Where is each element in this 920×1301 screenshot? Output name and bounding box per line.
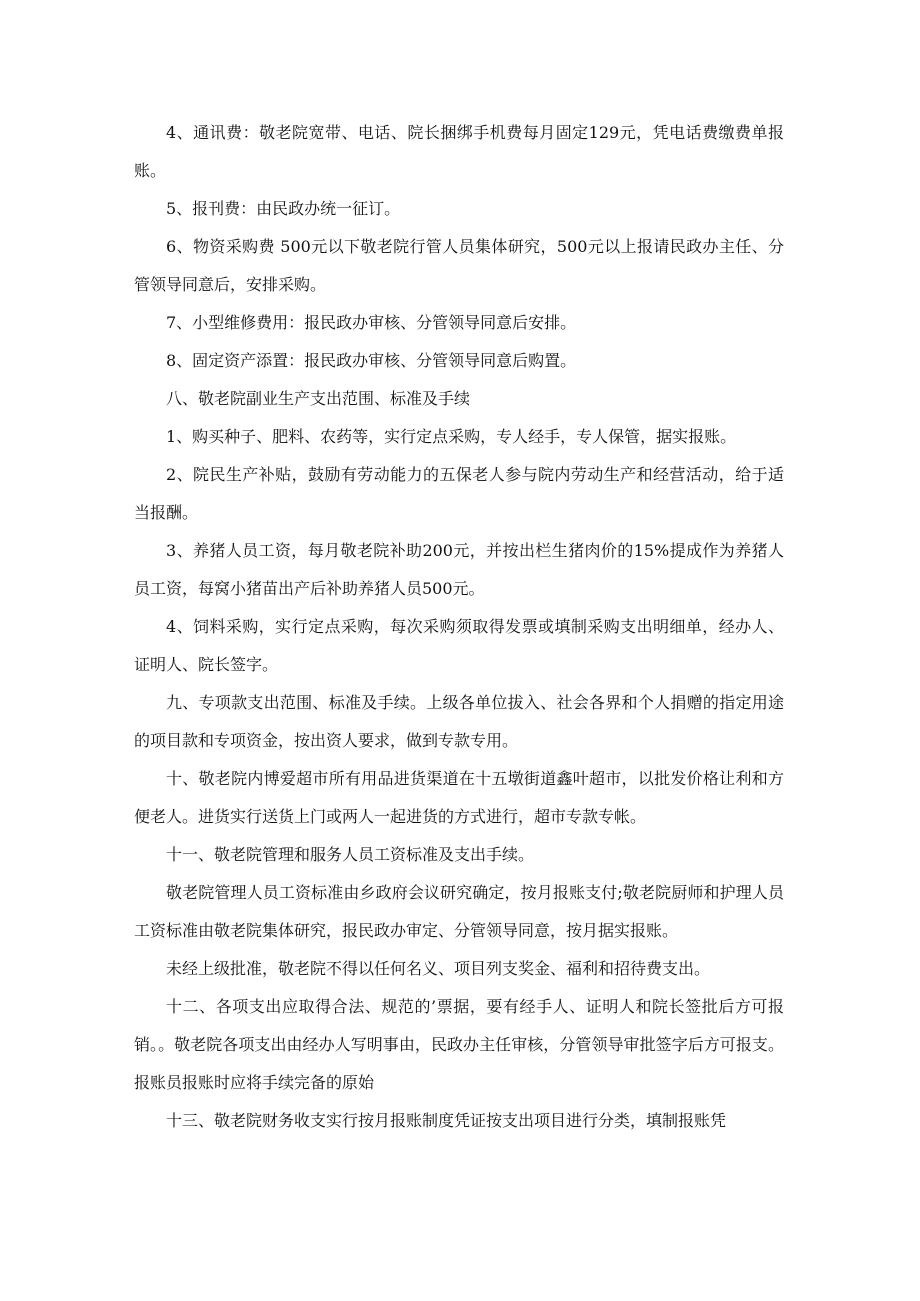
paragraph-material-purchase: 6、物资采购费 500元以下敬老院行管人员集体研究，500元以上报请民政办主任、分管领导同意后，安排采购。 [134, 237, 784, 294]
paragraph-staff-wages: 敬老院管理人员工资标准由乡政府会议研究确定，按月报账支付;敬老院厨师和护理人员工资标准由敬老院集体研究，报民政办审定、分管领导同意，按月据实报账。 [134, 883, 784, 940]
section-heading-9: 九、专项款支出范围、标准及手续。上级各单位拔入、社会各界和个人捐赠的指定用途的项目款和专项资金，按出资人要求，做到专款专用。 [134, 693, 784, 750]
paragraph-seeds-fertilizer: 1、购买种子、肥料、农药等，实行定点采购，专人经手，专人保管，据实报账。 [166, 427, 737, 446]
paragraph-no-bonus: 未经上级批准，敬老院不得以任何名义、项目列支奖金、福利和招待费支出。 [166, 959, 711, 978]
paragraph-pig-keeper-wages: 3、养猪人员工资，每月敬老院补助200元，并按出栏生猪肉价的15%提成作为养猪人员工资，每窝小猪苗出产后补助养猪人员500元。 [134, 541, 784, 598]
section-heading-8: 八、敬老院副业生产支出范围、标准及手续 [166, 389, 471, 408]
section-heading-12: 十二、各项支出应取得合法、规范的’票据，要有经手人、证明人和院长签批后方可报销。。敬老院各项支出由经办人写明事由，民政办主任审核，分管领导审批签字后方可报支。报账员报账时应将手续完备的原始 [134, 997, 784, 1092]
paragraph-production-subsidy: 2、院民生产补贴，鼓励有劳动能力的五保老人参与院内劳动生产和经营活动，给于适当报酬。 [134, 465, 784, 522]
paragraph-newspaper-fee: 5、报刊费：由民政办统一征订。 [166, 199, 401, 218]
paragraph-fixed-assets: 8、固定资产添置：报民政办审核、分管领导同意后购置。 [166, 351, 577, 370]
section-heading-13: 十三、敬老院财务收支实行按月报账制度凭证按支出项目进行分类，填制报账凭 [166, 1111, 727, 1130]
section-heading-11: 十一、敬老院管理和服务人员工资标准及支出手续。 [166, 845, 535, 864]
document-body [134, 114, 784, 1140]
paragraph-communication-fee: 4、通讯费：敬老院宽带、电话、院长捆绑手机费每月固定129元，凭电话费缴费单报账。 [134, 123, 784, 180]
section-heading-10: 十、敬老院内博爱超市所有用品进货渠道在十五墩街道鑫叶超市，以批发价格让利和方便老人。进货实行送货上门或两人一起进货的方式进行，超市专款专帐。 [134, 769, 784, 826]
paragraph-minor-repair: 7、小型维修费用：报民政办审核、分管领导同意后安排。 [166, 313, 577, 332]
paragraph-feed-purchase: 4、饲料采购，实行定点采购，每次采购须取得发票或填制采购支出明细单，经办人、证明人、院长签字。 [134, 617, 784, 674]
